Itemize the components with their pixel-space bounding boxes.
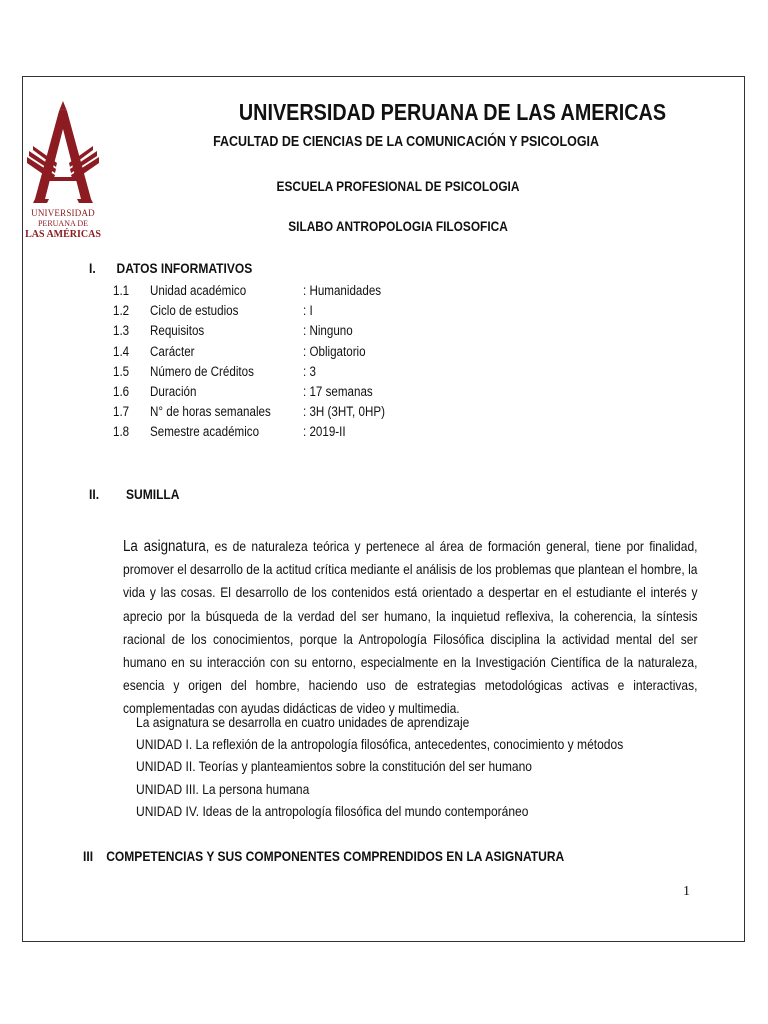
info-row-number: 1.2	[113, 303, 130, 319]
sumilla-paragraph	[123, 535, 697, 721]
info-row-label: Ciclo de estudios	[150, 303, 239, 319]
info-row-number: 1.5	[113, 363, 130, 379]
info-row	[113, 404, 513, 424]
list-item: UNIDAD II. Teorías y planteamientos sobre la constitución del ser humano	[136, 758, 532, 775]
section-number: III	[83, 848, 94, 864]
section-title: DATOS INFORMATIVOS	[116, 260, 253, 276]
section-heading-datos	[89, 260, 252, 276]
section-title: SUMILLA	[125, 486, 180, 502]
info-row-label: Semestre académico	[150, 424, 260, 440]
section-heading-competencias	[83, 848, 564, 864]
paragraph-lead: La asignatura	[123, 538, 206, 555]
info-row	[113, 384, 513, 404]
info-row-number: 1.4	[113, 343, 130, 359]
logo-text-line1: UNIVERSIDAD	[31, 208, 95, 218]
info-row-label: Unidad académico	[150, 283, 247, 298]
info-row-value: : I	[303, 303, 313, 319]
info-row	[113, 303, 513, 323]
section-number: I.	[89, 260, 96, 276]
info-row-label: Número de Créditos	[150, 363, 254, 379]
info-row-number: 1.1	[113, 283, 130, 298]
info-row-value: : Humanidades	[303, 283, 382, 298]
info-row-label: Duración	[150, 383, 197, 399]
info-table	[113, 283, 513, 445]
units-list	[136, 711, 703, 822]
info-row	[113, 323, 513, 343]
syllabus-title: SILABO ANTROPOLOGIA FILOSOFICA	[288, 219, 508, 234]
logo-text-line2: PERUANA DE	[37, 219, 88, 228]
info-row-value: : Ninguno	[303, 323, 353, 339]
section-number: II.	[89, 486, 100, 502]
list-item: UNIDAD IV. Ideas de la antropología filosófica del mundo contemporáneo	[136, 802, 529, 819]
section-heading-sumilla	[89, 486, 179, 502]
info-row-value: : 3H (3HT, 0HP)	[303, 404, 385, 420]
info-row-value: : 3	[303, 363, 316, 379]
info-row-number: 1.3	[113, 323, 130, 339]
info-row-label: N° de horas semanales	[150, 404, 271, 420]
info-row	[113, 283, 513, 303]
info-row-label: Carácter	[150, 343, 195, 359]
info-row-value: : 2019-II	[303, 424, 346, 440]
faculty-title: FACULTAD DE CIENCIAS DE LA COMUNICACIÓN Y PSICOLOGIA	[213, 134, 599, 150]
university-title: UNIVERSIDAD PERUANA DE LAS AMERICAS	[238, 99, 667, 125]
info-row-value: : Obligatorio	[303, 343, 366, 359]
info-row	[113, 364, 513, 384]
info-row-number: 1.8	[113, 424, 130, 440]
logo-text-line3: LAS AMÉRICAS	[25, 229, 101, 240]
info-row-value: : 17 semanas	[303, 383, 373, 399]
info-row	[113, 344, 513, 364]
university-logo	[25, 99, 101, 249]
school-title: ESCUELA PROFESIONAL DE PSICOLOGIA	[276, 179, 520, 194]
upla-logo-icon	[25, 99, 101, 207]
list-item: UNIDAD III. La persona humana	[136, 780, 310, 797]
page-number: 1	[683, 884, 690, 899]
list-item: La asignatura se desarrolla en cuatro unidades de aprendizaje	[136, 714, 470, 730]
section-title: COMPETENCIAS Y SUS COMPONENTES COMPRENDIDOS EN LA ASIGNATURA	[106, 848, 565, 864]
info-row-number: 1.7	[113, 404, 130, 420]
paragraph-body: , es de naturaleza teórica y pertenece al área de formación general, tiene por finalidad, promover el desarrollo de la actitud crítica mediante el análisis de los problemas que plantean el hombre, la vida y las cosas. El desarrollo de los contenidos está orientado a despertar en el estudiante el interés y aprecio por la búsqueda de la verdad del ser humano, la inquietud reflexiva, la coherencia, la síntesis racional de los conocimientos, porque la Antropología Filosófica disciplina la actividad mental del ser humano en su interacción con su entorno, especialmente en la Investigación Científica de la naturaleza, esencia y origen del hombre, haciendo uso de estrategias metodológicas activas e interactivas, complementadas con ayudas didácticas de video y multimedia.	[123, 538, 698, 717]
list-item: UNIDAD I. La reflexión de la antropología filosófica, antecedentes, conocimiento y métodos	[136, 736, 624, 753]
info-row-label: Requisitos	[150, 323, 205, 339]
document-page	[22, 76, 745, 942]
info-row-number: 1.6	[113, 383, 130, 399]
info-row	[113, 424, 513, 444]
